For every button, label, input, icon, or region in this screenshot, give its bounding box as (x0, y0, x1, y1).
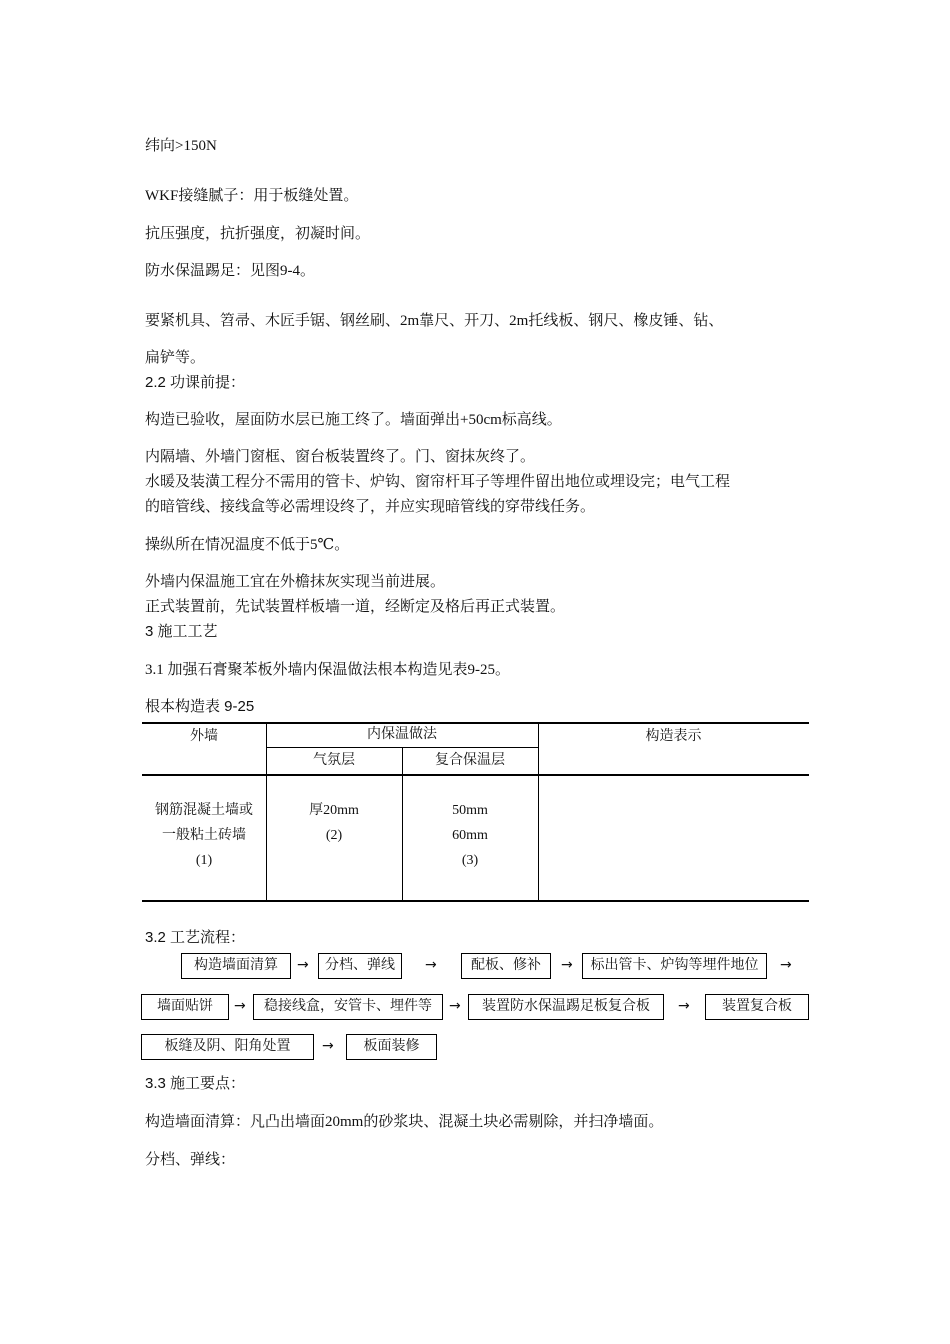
construction-table (142, 722, 809, 902)
cell-composite-line2: 60mm (452, 828, 488, 843)
cell-air-line2: (2) (325, 828, 343, 843)
flow-arrow-7: → (678, 998, 690, 1014)
table-col-line-3 (538, 722, 539, 902)
text-strength: 抗压强度，抗折强度，初凝时间。 (145, 226, 371, 242)
text-exterior-plaster: 外墙内保温施工宜在外檐抹灰实现当前进展。 (145, 574, 446, 590)
text-partition-installed: 内隔墙、外墙门窗框、窗台板装置终了。门、窗抹灰终了。 (145, 449, 536, 465)
header-insulation: 内保温做法 (367, 727, 437, 742)
heading-3-3: 3.3 施工要点： (145, 1075, 246, 1092)
text-waterproof-skirting: 防水保温踢足：见图9-4。 (145, 263, 315, 279)
flow-step-clean-wall: 构造墙面清算 (181, 953, 291, 979)
text-weft: 纬向>150N (145, 138, 217, 154)
table-bottom-border (142, 900, 809, 902)
text-plumbing-line1: 水暖及装潢工程分不需用的管卡、炉钩、窗帘杆耳子等埋件留出地位或埋设完；电气工程 (145, 474, 731, 490)
flow-step-joint-corners: 板缝及阴、阳角处置 (141, 1034, 314, 1060)
heading-2-2: 2.2 功课前提： (145, 374, 246, 391)
flow-step-composite-board: 装置复合板 (705, 994, 809, 1020)
flow-step-surface-finish: 板面装修 (346, 1034, 437, 1060)
text-clean-wall-detail: 构造墙面清算：凡凸出墙面20mm的砂浆块、混凝土块必需剔除，并扫净墙面。 (145, 1114, 664, 1130)
heading-3: 3 施工工艺 (145, 623, 218, 640)
header-structure: 构造表示 (645, 729, 702, 744)
flow-arrow-4: → (780, 957, 792, 973)
flow-arrow-8: → (322, 1038, 334, 1054)
flow-arrow-6: → (449, 998, 461, 1014)
table-caption: 根本构造表 9-25 (145, 698, 255, 715)
flow-step-board-repair: 配板、修补 (461, 953, 551, 979)
header-wall: 外墙 (190, 729, 218, 744)
cell-wall-line1: 钢筋混凝土墙或 (155, 803, 253, 818)
text-tools-line1: 要紧机具、笤帚、木匠手锯、钢丝刷、2m靠尺、开刀、2m托线板、钢尺、橡皮锤、钻、 (145, 313, 724, 329)
header-air-layer: 气氛层 (313, 753, 355, 768)
flow-step-layout-lines: 分档、弹线 (318, 953, 402, 979)
cell-composite-line3: (3) (461, 853, 479, 868)
cell-wall-line3: (1) (195, 853, 213, 868)
text-sample-wall: 正式装置前，先试装置样板墙一道，经断定及格后再正式装置。 (145, 599, 566, 615)
flow-arrow-1: → (297, 957, 309, 973)
text-structure-accepted: 构造已验收，屋面防水层已施工终了。墙面弹出+50cm标高线。 (145, 412, 562, 428)
flow-step-mark-fittings: 标出管卡、炉钩等埋件地位 (582, 953, 767, 979)
cell-air-line1: 厚20mm (309, 803, 359, 818)
heading-3-2: 3.2 工艺流程： (145, 929, 246, 946)
header-composite-layer: 复合保温层 (435, 753, 505, 768)
cell-wall-line2: 一般粘土砖墙 (162, 828, 246, 843)
table-header-bottom-border (142, 774, 809, 776)
cell-composite-line1: 50mm (452, 803, 488, 818)
flow-arrow-3: → (561, 957, 573, 973)
text-3-1: 3.1 加强石膏聚苯板外墙内保温做法根本构造见表9-25。 (145, 662, 510, 678)
text-temperature: 操纵所在情况温度不低于5℃。 (145, 537, 350, 553)
text-plumbing-line2: 的暗管线、接线盒等必需埋设终了，并应实现暗管线的穿带线任务。 (145, 499, 596, 515)
text-layout-lines: 分档、弹线： (145, 1152, 236, 1168)
flow-step-wall-cakes: 墙面贴饼 (141, 994, 229, 1020)
text-tools-line2: 扁铲等。 (145, 350, 206, 366)
flow-arrow-2: → (425, 957, 437, 973)
text-wkf-putty: WKF接缝腻子：用于板缝处置。 (145, 188, 359, 204)
flow-step-junction-box: 稳接线盒，安管卡、埋件等 (253, 994, 443, 1020)
flow-arrow-5: → (234, 998, 246, 1014)
flow-step-skirting-board: 装置防水保温踢足板复合板 (468, 994, 664, 1020)
